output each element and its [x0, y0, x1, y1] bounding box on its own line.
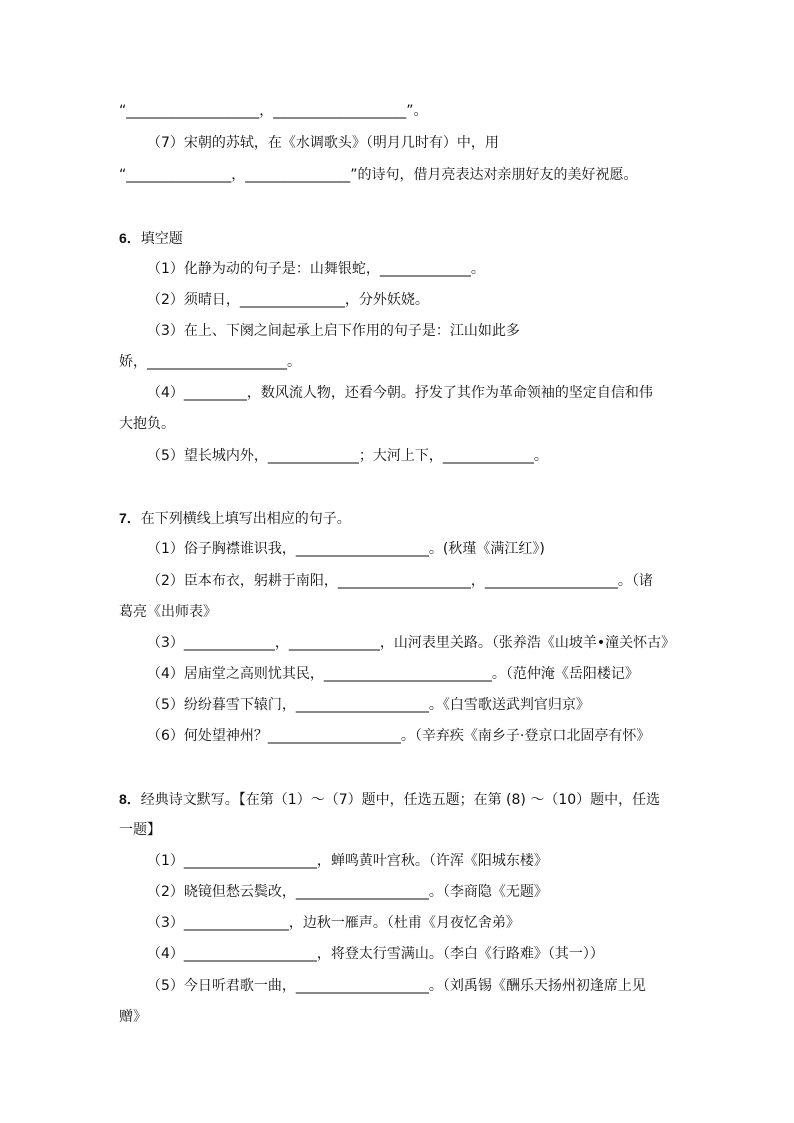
q8-item-5: （5）今日听君歌一曲，___________________。（刘禹锡《酬乐天扬州初逢席上见 — [147, 978, 646, 994]
q7-item-5: （5）纷纷暮雪下辕门，___________________。《白雪歌送武判官归京》 — [147, 697, 590, 713]
q5-item-7: （7）宋朝的苏轼，在《水调歌头》（明月几时有）中，用 — [147, 135, 499, 151]
q8-item-3: （3）_______________，边秋一雁声。（杜甫《月夜忆舍弟》 — [147, 915, 520, 931]
q6-item-3: （3）在上、下阕之间起承上启下作用的句子是：江山如此多 — [147, 323, 520, 339]
q8-item-1: （1）___________________，蝉鸣黄叶宫秋。（许浑《阳城东楼》 — [147, 853, 548, 869]
q7-item-4: （4）居庙堂之高则忧其民，________________________。（范仲淹《岳阳楼记》 — [147, 666, 639, 682]
q8-item-2: （2）晓镜但愁云鬓改，___________________。（李商隐《无题》 — [147, 884, 548, 900]
q7-item-6: （6）何处望神州？___________________。（辛弃疾《南乡子·登京口北固亭有怀》 — [147, 728, 651, 744]
q8-heading — [119, 789, 660, 810]
q7-heading — [119, 508, 351, 529]
q6-item-5: （5）望长城内外，_____________；大河上下，_____________。 — [147, 448, 548, 464]
q6-item-3-continued: 娇，____________________。 — [119, 354, 301, 370]
q8-item-4: （4）___________________，将登太行雪满山。（李白《行路难》（其一）） — [147, 946, 604, 962]
q8-title: 经典诗文默写。【在第（1）～（7）题中，任选五题；在第 (8) ～（10）题中，任选 — [140, 792, 661, 808]
q7-item-1: （1）俗子胸襟谁识我，___________________。(秋瑾《满江红》) — [147, 541, 545, 557]
q7-item-2: （2）臣本布衣，躬耕于南阳，___________________，___________________。（诸 — [147, 573, 653, 589]
continued-blank-line: “___________________，___________________”。 — [119, 103, 428, 119]
q7-number: 7． — [119, 510, 141, 526]
q8-item-5-continued: 赠》 — [119, 1009, 147, 1025]
q5-item-7-continued: “_______________，_______________”的诗句，借月亮表达对亲朋好友的美好祝愿。 — [119, 167, 638, 183]
q6-item-4-continued: 大抱负。 — [119, 416, 175, 432]
q7-item-2-continued: 葛亮《出师表》 — [119, 604, 217, 620]
q6-item-2: （2）须晴日，_______________，分外妖娆。 — [147, 292, 429, 308]
q6-title: 填空题 — [140, 231, 183, 247]
q6-item-1: （1）化静为动的句子是：山舞银蛇，_____________。 — [147, 261, 485, 277]
q6-item-4: （4）_________，数风流人物，还看今朝。抒发了其作为革命领袖的坚定自信和伟 — [147, 385, 653, 401]
q6-number: 6． — [119, 230, 141, 246]
q8-title-continued: 一题】 — [119, 822, 161, 838]
q7-title: 在下列横线上填写出相应的句子。 — [140, 511, 351, 527]
q8-number: 8． — [119, 791, 141, 807]
q6-heading — [119, 228, 183, 249]
q7-item-3: （3）_____________，_____________，山河表里关路。（张养浩《山坡羊•潼关怀古》 — [147, 635, 676, 651]
